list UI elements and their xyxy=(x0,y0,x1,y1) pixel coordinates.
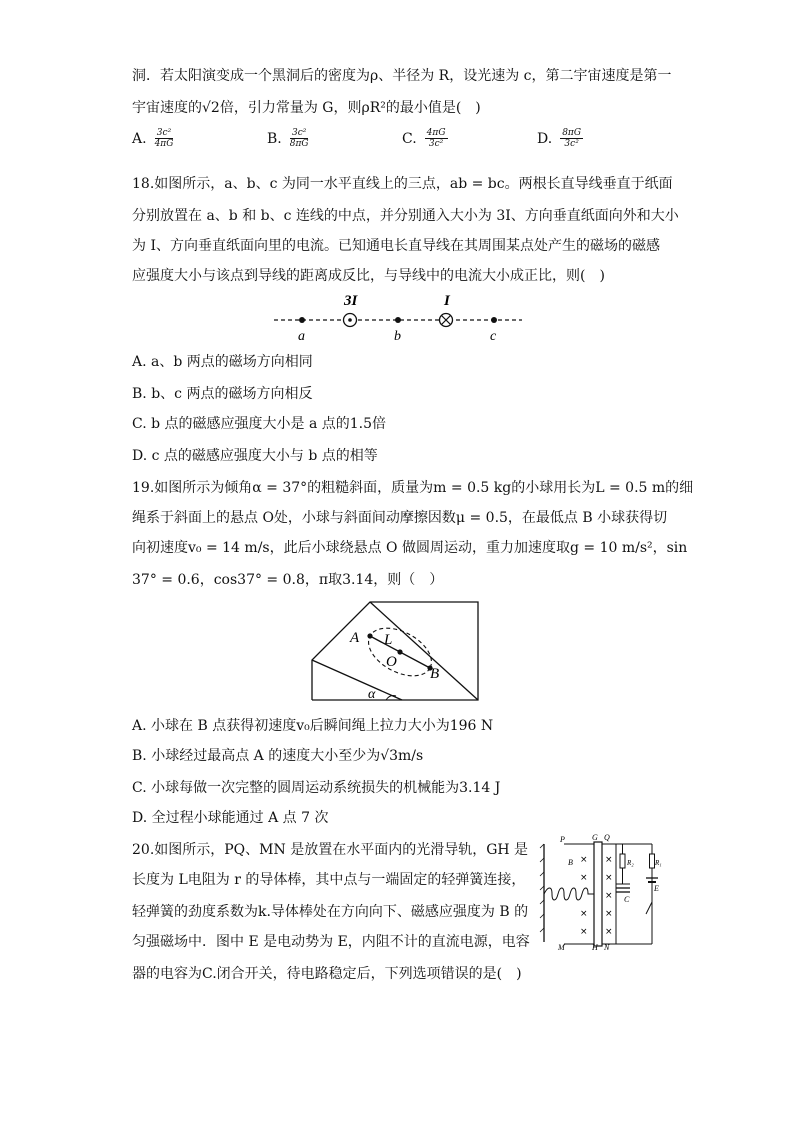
q17-option-d xyxy=(537,128,672,149)
q17-text-line-2: 宇宙速度的√2倍，引力常量为 G，则ρR²的最小值是( ) xyxy=(132,100,481,116)
fraction-numerator: 8πG xyxy=(562,128,582,138)
option-letter: D. xyxy=(537,130,553,147)
field-cross: × xyxy=(605,927,613,937)
switch-icon xyxy=(646,902,652,914)
q19-text-line-2: 绳系于斜面上的悬点 O处，小球与斜面间动摩擦因数μ = 0.5，在最低点 B 小球获得切 xyxy=(132,510,668,526)
q18-wire-diagram xyxy=(270,290,530,346)
q18-text-line-2: 分别放置在 a、b 和 b、c 连线的中点，并分别通入大小为 3I、方向垂直纸面向外和大小 xyxy=(132,208,679,224)
q20-text-line-1: 20.如图所示，PQ、MN 是放置在水平面内的光滑导轨，GH 是 xyxy=(132,842,529,858)
q18-option-d: D. c 点的磁感应强度大小与 b 点的相等 xyxy=(132,448,378,464)
q17-text-line-1: 洞．若太阳演变成一个黑洞后的密度为ρ、半径为 R，设光速为 c，第二宇宙速度是第一 xyxy=(132,68,672,84)
q17-option-b xyxy=(267,128,402,149)
label-R2: R₂ xyxy=(627,859,634,867)
q18-text-line-4: 应强度大小与该点到导线的距离成反比，与导线中的电流大小成正比，则( ) xyxy=(132,268,605,284)
label-H: H xyxy=(592,943,598,952)
q18-option-c: C. b 点的磁感应强度大小是 a 点的1.5倍 xyxy=(132,416,387,432)
fraction-denominator: 8πG xyxy=(289,139,309,149)
fraction-numerator: 3c² xyxy=(291,128,307,138)
q18-text-line-3: 为 I、方向垂直纸面向里的电流。已知通电长直导线在其周围某点处产生的磁场的磁感 xyxy=(132,238,660,254)
label-a: a xyxy=(298,329,305,344)
q19-option-c: C. 小球每做一次完整的圆周运动系统损失的机械能为3.14 J xyxy=(132,780,501,796)
label-P: P xyxy=(560,835,565,844)
resistor-r1 xyxy=(650,854,655,868)
q19-option-b: B. 小球经过最高点 A 的速度大小至少为√3m/s xyxy=(132,748,424,764)
incline-outline xyxy=(312,602,478,700)
field-cross: × xyxy=(580,927,588,937)
q18-option-a: A. a、b 两点的磁场方向相同 xyxy=(132,354,313,370)
label-A: A xyxy=(350,630,360,646)
fraction-denominator: 4πG xyxy=(154,139,174,149)
q18-text-line-1: 18.如图所示，a、b、c 为同一水平直线上的三点，ab = bc。两根长直导线垂直于纸面 xyxy=(132,176,673,192)
conductor-rod-gh xyxy=(594,842,602,946)
option-fraction xyxy=(425,128,448,149)
field-cross: × xyxy=(605,909,613,919)
field-cross: × xyxy=(580,873,588,883)
label-L: L xyxy=(384,632,393,648)
current-label-i: I xyxy=(444,293,450,309)
fraction-denominator: 3c² xyxy=(564,139,579,149)
field-cross: × xyxy=(605,891,613,901)
label-M: M xyxy=(558,943,565,952)
label-c: c xyxy=(490,329,497,344)
q19-text-line-4: 37° = 0.6，cos37° = 0.8，π取3.14，则（ ） xyxy=(132,572,444,588)
q20-text-line-3: 轻弹簧的劲度系数为k.导体棒处在方向向下、磁感应强度为 B 的 xyxy=(132,904,529,920)
option-fraction xyxy=(155,128,174,149)
field-cross: × xyxy=(605,873,613,883)
q19-option-d: D. 全过程小球能通过 A 点 7 次 xyxy=(132,810,329,826)
option-fraction xyxy=(560,128,583,149)
point-a-dot xyxy=(367,633,372,638)
q19-incline-diagram xyxy=(306,598,482,704)
q17-options xyxy=(132,128,672,149)
q19-text-line-1: 19.如图所示为倾角α = 37°的粗糙斜面，质量为m = 0.5 kg的小球用长为L = 0.5 m的细 xyxy=(132,480,694,496)
option-letter: B. xyxy=(267,130,282,147)
q20-text-line-5: 器的电容为C.闭合开关，待电路稳定后，下列选项错误的是( ) xyxy=(132,966,522,982)
wire-out-dot xyxy=(348,318,352,322)
point-a-dot xyxy=(299,317,305,323)
field-cross: × xyxy=(580,855,588,865)
label-b: b xyxy=(394,329,401,344)
field-cross: × xyxy=(605,855,613,865)
point-o-dot xyxy=(397,649,402,654)
resistor-r2 xyxy=(620,854,625,868)
option-letter: C. xyxy=(402,130,417,147)
label-E: E xyxy=(654,884,659,893)
label-O: O xyxy=(386,654,397,670)
q18-option-b: B. b、c 两点的磁场方向相反 xyxy=(132,386,313,402)
q20-text-line-4: 匀强磁场中．图中 E 是电动势为 E，内阻不计的直流电源，电容 xyxy=(132,934,530,950)
point-b-dot xyxy=(395,317,401,323)
fraction-numerator: 4πG xyxy=(426,128,446,138)
option-fraction xyxy=(290,128,309,149)
q17-option-a xyxy=(132,128,267,149)
q17-option-c xyxy=(402,128,537,149)
label-B: B xyxy=(568,858,573,867)
fraction-numerator: 3c² xyxy=(156,128,172,138)
spring-coil xyxy=(544,888,594,900)
label-G: G xyxy=(592,833,598,842)
label-B: B xyxy=(430,666,440,682)
q19-text-line-3: 向初速度v₀ = 14 m/s，此后小球绕悬点 O 做圆周运动，重力加速度取g = 10 m/s²，sin xyxy=(132,540,688,556)
current-label-3i: 3I xyxy=(344,293,358,309)
label-R1: R₁ xyxy=(655,859,662,867)
point-c-dot xyxy=(491,317,497,323)
label-C: C xyxy=(624,895,630,904)
option-letter: A. xyxy=(132,130,147,147)
q19-option-a: A. 小球在 B 点获得初速度v₀后瞬间绳上拉力大小为196 N xyxy=(132,718,494,734)
fraction-denominator: 3c² xyxy=(428,139,444,149)
incline-slope-edge xyxy=(370,602,478,700)
q20-circuit-diagram xyxy=(538,832,664,952)
label-alpha: α xyxy=(368,687,376,702)
q20-text-line-2: 长度为 L电阻为 r 的导体棒，其中点与一端固定的轻弹簧连接， xyxy=(132,872,526,888)
label-N: N xyxy=(604,943,610,952)
field-cross: × xyxy=(580,909,588,919)
label-Q: Q xyxy=(604,833,610,842)
